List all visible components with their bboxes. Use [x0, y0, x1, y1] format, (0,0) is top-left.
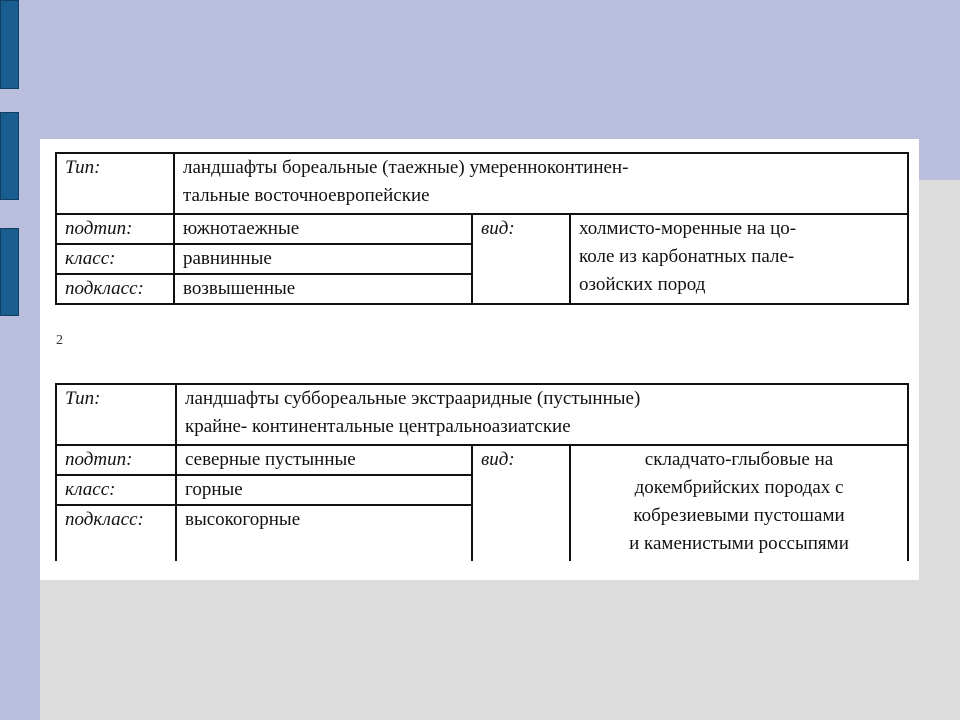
species-value-line-3: озойских пород	[579, 274, 706, 295]
species-value-line-3: кобрезиевыми пустошами	[633, 505, 845, 526]
subtype-value: южнотаежные	[174, 214, 472, 244]
side-tab-1	[0, 0, 19, 89]
species-label: вид:	[472, 214, 570, 304]
species-value-line-4: и каменистыми россыпями	[629, 533, 849, 554]
subtype-label: подтип:	[56, 214, 174, 244]
type-value	[174, 153, 908, 214]
species-value	[570, 445, 908, 561]
subtype-label: подтип:	[56, 445, 176, 475]
species-value-line-1: холмисто-моренные на цо-	[579, 218, 797, 239]
type-label: Тип:	[56, 153, 174, 214]
side-tab-3	[0, 228, 19, 316]
class-label: класс:	[56, 475, 176, 505]
species-value-line-2: коле из карбонатных пале-	[579, 246, 795, 267]
landscape-table-1	[55, 152, 909, 305]
side-tab-2	[0, 112, 19, 200]
subclass-value: высокогорные	[176, 505, 472, 561]
species-label: вид:	[472, 445, 570, 561]
subclass-label: подкласс:	[56, 274, 174, 304]
type-value-line-2: крайне- континентальные центральноазиатские	[185, 416, 571, 437]
type-value-line-1: ландшафты суббореальные экстрааридные (пустынные)	[185, 388, 641, 409]
type-value	[176, 384, 908, 445]
subclass-value: возвышенные	[174, 274, 472, 304]
separator-mark: 2	[56, 333, 63, 348]
species-value	[570, 214, 908, 304]
type-value-line-2: тальные восточноевропейские	[183, 185, 430, 206]
class-label: класс:	[56, 244, 174, 274]
landscape-table-2	[55, 383, 909, 561]
species-value-line-1: складчато-глыбовые на	[644, 449, 834, 470]
class-value: горные	[176, 475, 472, 505]
type-value-line-1: ландшафты бореальные (таежные) умеренноконтинен-	[183, 157, 629, 178]
class-value: равнинные	[174, 244, 472, 274]
subtype-value: северные пустынные	[176, 445, 472, 475]
subclass-label: подкласс:	[56, 505, 176, 561]
species-value-line-2: докембрийских породах с	[634, 477, 844, 498]
type-label: Тип:	[56, 384, 176, 445]
